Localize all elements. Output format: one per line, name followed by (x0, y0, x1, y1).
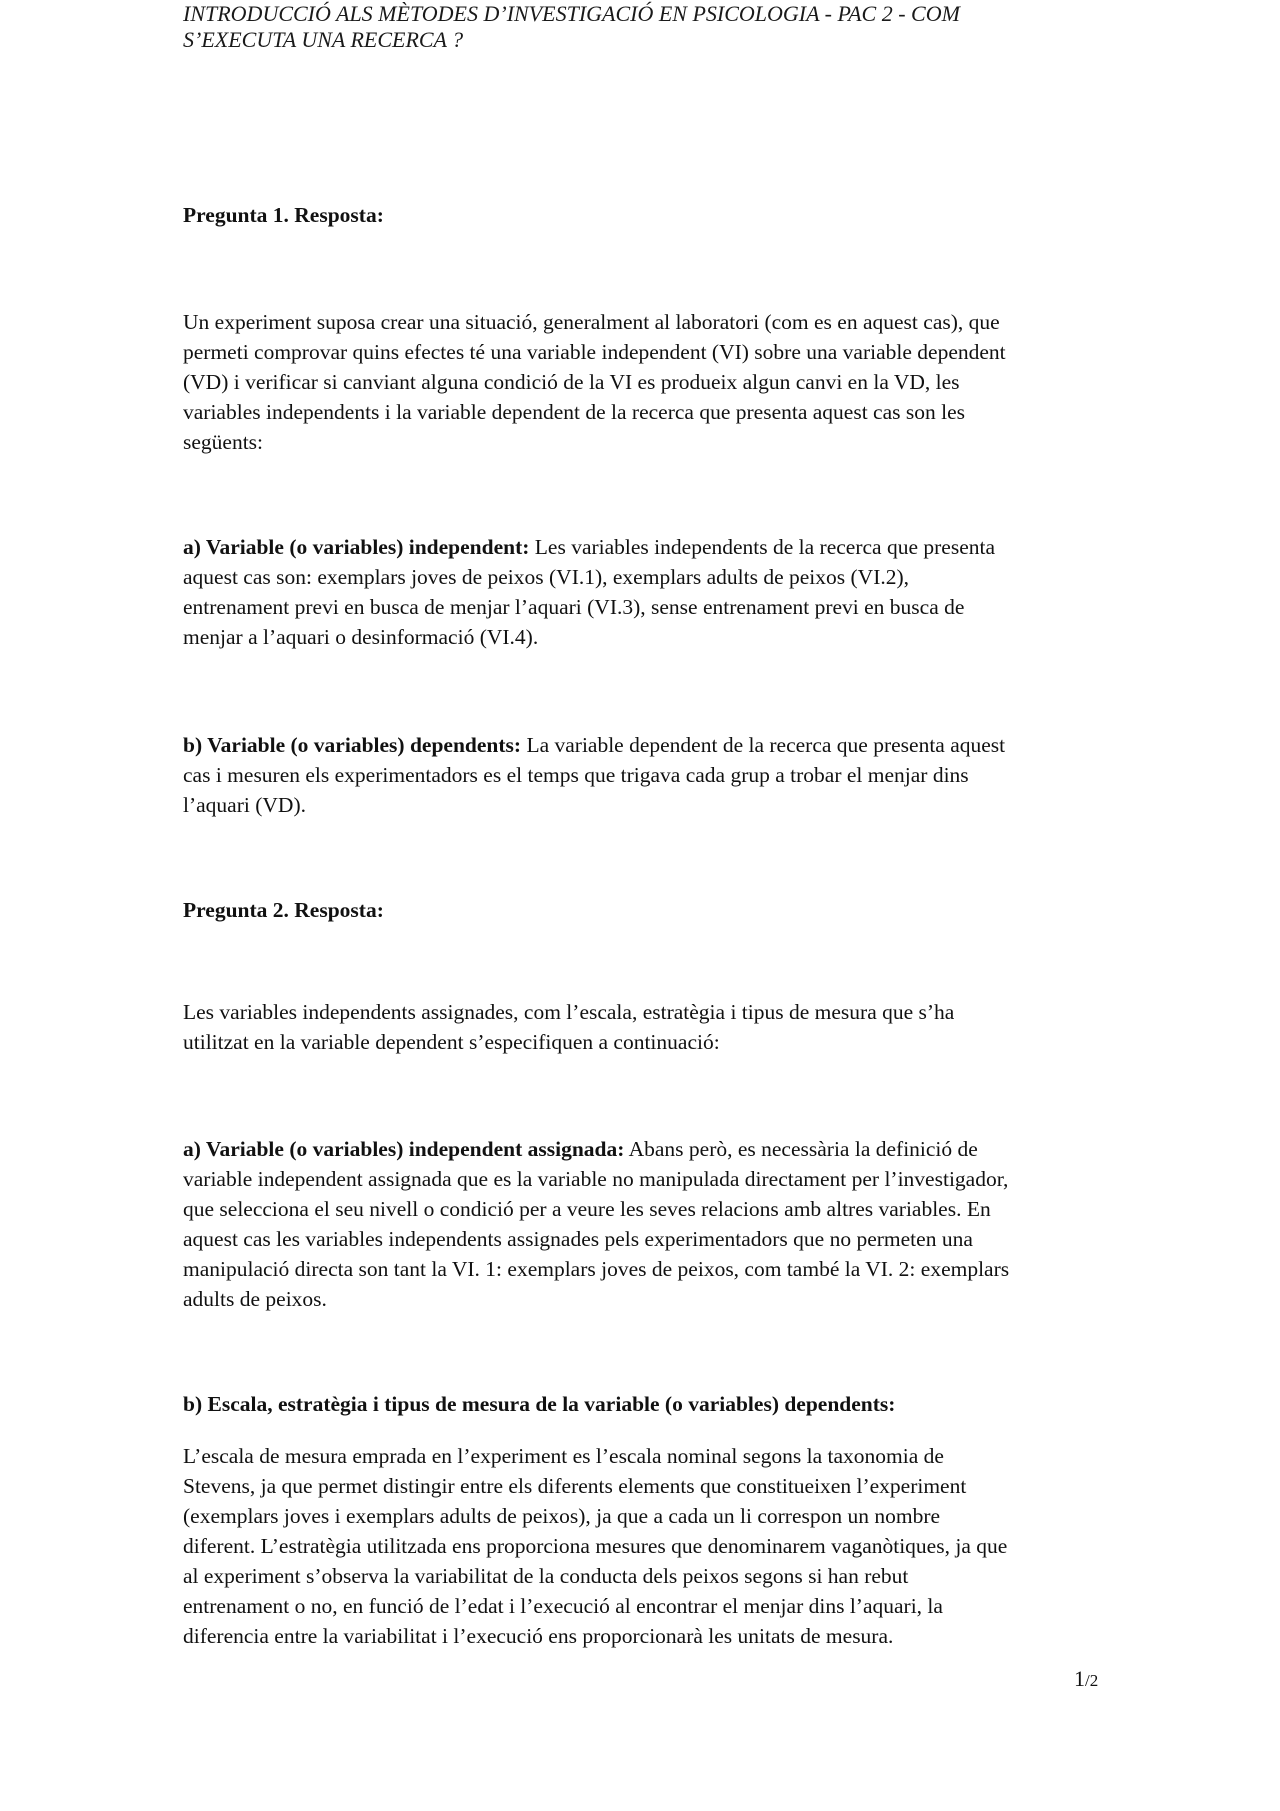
part-a-label: a) Variable (o variables) independent: (183, 535, 530, 559)
text-line: diferencia entre la variabilitat i l’execució ens proporcionarà les unitats de mesura. (183, 1624, 894, 1648)
question-2-part-a (183, 1134, 1103, 1314)
text-line: aquest cas les variables independents assignades pels experimentadors que no permeten una (183, 1227, 973, 1251)
text-line: adults de peixos. (183, 1287, 327, 1311)
running-header-line-1: INTRODUCCIÓ ALS MÈTODES D’INVESTIGACIÓ EN PSICOLOGIA - PAC 2 - COM (183, 1, 960, 26)
text-line: Stevens, ja que permet distingir entre els diferents elements que constitueixen l’experiment (183, 1474, 967, 1498)
part-a-text: Abans però, es necessària la definició de (624, 1137, 978, 1161)
text-line: entrenament previ en busca de menjar l’aquari (VI.3), sense entrenament previ en busca de (183, 595, 965, 619)
text-line: permeti comprovar quins efectes té una variable independent (VI) sobre una variable dependent (183, 340, 1006, 364)
question-2-part-b-heading: b) Escala, estratègia i tipus de mesura de la variable (o variables) dependents: (183, 1392, 896, 1416)
question-1-part-b (183, 730, 1103, 820)
text-line: manipulació directa son tant la VI. 1: exemplars joves de peixos, com també la VI. 2: exemplars (183, 1257, 1010, 1281)
part-b-label: b) Variable (o variables) dependents: (183, 733, 522, 757)
question-1-heading: Pregunta 1. Resposta: (183, 203, 384, 227)
text-line: que selecciona el seu nivell o condició per a veure les seves relacions amb altres variables. En (183, 1197, 991, 1221)
text-line: menjar a l’aquari o desinformació (VI.4). (183, 625, 539, 649)
part-b-text: La variable dependent de la recerca que presenta aquest (521, 733, 1006, 757)
page-number-total: /2 (1085, 1671, 1099, 1690)
text-line: L’escala de mesura emprada en l’experiment es l’escala nominal segons la taxonomia de (183, 1444, 944, 1468)
text-line (183, 730, 1103, 760)
text-line: variable independent assignada que es la variable no manipulada directament per l’investigador, (183, 1167, 1009, 1191)
question-2-part-b (183, 1441, 1103, 1651)
text-line: utilitzat en la variable dependent s’especifiquen a continuació: (183, 1030, 720, 1054)
text-line: següents: (183, 430, 264, 454)
text-line: diferent. L’estratègia utilitzada ens proporciona mesures que denominarem vaganòtiques, ja que (183, 1534, 1008, 1558)
question-1-intro (183, 307, 1103, 457)
text-line: cas i mesuren els experimentadors es el temps que trigava cada grup a trobar el menjar dins (183, 763, 969, 787)
question-1-part-a (183, 532, 1103, 652)
running-header-line-2: S’EXECUTA UNA RECERCA ? (183, 27, 464, 52)
text-line: Un experiment suposa crear una situació, generalment al laboratori (com es en aquest cas), que (183, 310, 1000, 334)
text-line: Les variables independents assignades, com l’escala, estratègia i tipus de mesura que s’ha (183, 1000, 955, 1024)
text-line: variables independents i la variable dependent de la recerca que presenta aquest cas son les (183, 400, 966, 424)
part-a-text: Les variables independents de la recerca que presenta (529, 535, 996, 559)
question-2-intro (183, 997, 1103, 1057)
text-line: al experiment s’observa la variabilitat de la conducta dels peixos segons si han rebut (183, 1564, 909, 1588)
text-line: entrenament o no, en funció de l’edat i l’execució al encontrar el menjar dins l’aquari, la (183, 1594, 943, 1618)
text-line: aquest cas son: exemplars joves de peixos (VI.1), exemplars adults de peixos (VI.2), (183, 565, 910, 589)
question-2-heading: Pregunta 2. Resposta: (183, 898, 384, 922)
text-line: l’aquari (VD). (183, 793, 306, 817)
text-line (183, 532, 1103, 562)
page-number (1074, 1666, 1098, 1694)
page-number-current: 1 (1074, 1666, 1085, 1691)
running-header (183, 1, 1083, 53)
part-a-label: a) Variable (o variables) independent assignada: (183, 1137, 625, 1161)
text-line (183, 1134, 1103, 1164)
text-line: (exemplars joves i exemplars adults de peixos), ja que a cada un li correspon un nombre (183, 1504, 941, 1528)
text-line: (VD) i verificar si canviant alguna condició de la VI es produeix algun canvi en la VD, les (183, 370, 960, 394)
